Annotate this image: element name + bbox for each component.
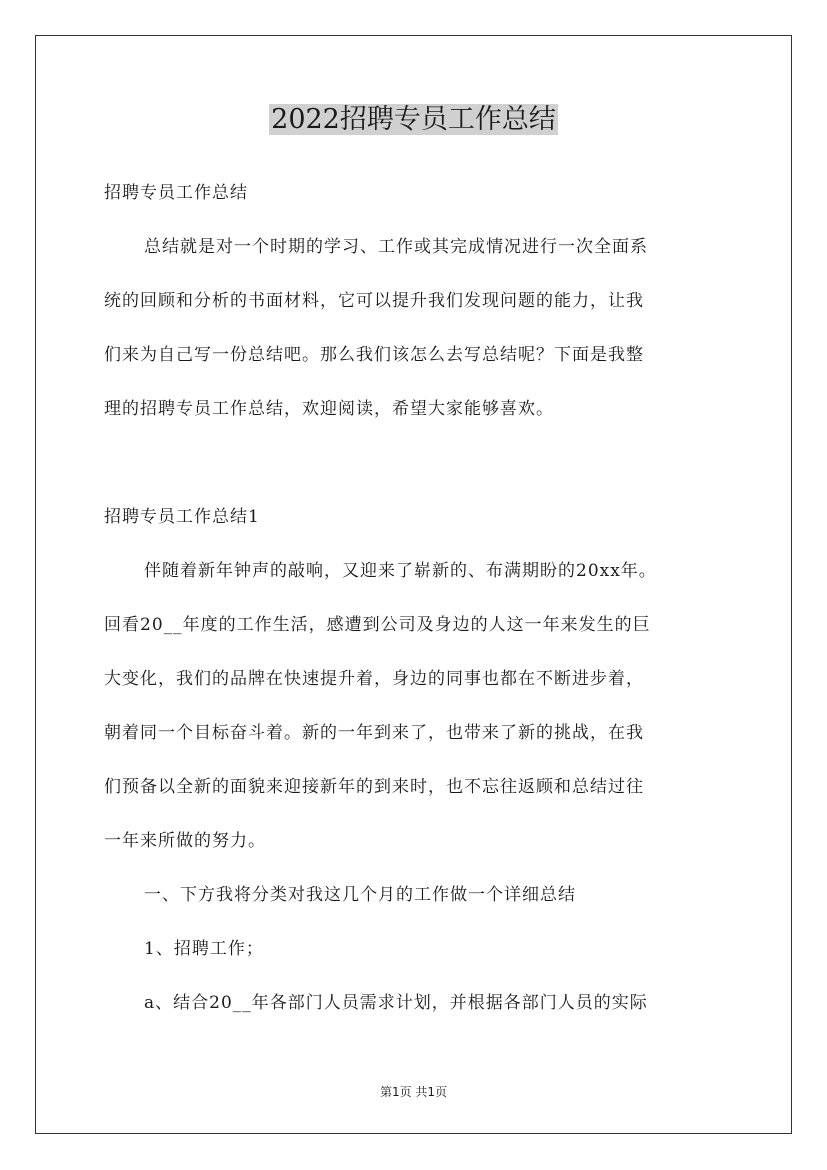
document-title — [0, 100, 827, 140]
intro-line: 们来为自己写一份总结吧。那么我们该怎么去写总结呢？下面是我整 — [104, 345, 644, 365]
intro-line: 理的招聘专员工作总结，欢迎阅读，希望大家能够喜欢。 — [104, 399, 554, 419]
intro-line: 总结就是对一个时期的学习、工作或其完成情况进行一次全面系 — [144, 237, 648, 257]
section-line: 朝着同一个目标奋斗着。新的一年到来了，也带来了新的挑战，在我 — [104, 723, 644, 743]
list-item-a: a、结合20__年各部门人员需求计划，并根据各部门人员的实际 — [144, 993, 648, 1013]
document-subtitle: 招聘专员工作总结 — [104, 183, 248, 203]
document-title-text: 2022招聘专员工作总结 — [271, 104, 556, 135]
page-footer: 第1页 共1页 — [379, 1085, 448, 1099]
section-heading: 招聘专员工作总结1 — [104, 507, 260, 527]
section-line: 们预备以全新的面貌来迎接新年的到来时，也不忘往返顾和总结过往 — [104, 777, 644, 797]
document-body — [104, 173, 744, 1037]
section-line: 一年来所做的努力。 — [104, 831, 266, 851]
section-line: 伴随着新年钟声的敲响，又迎来了崭新的、布满期盼的20xx年。 — [144, 561, 657, 581]
list-heading: 一、下方我将分类对我这几个月的工作做一个详细总结 — [144, 885, 576, 905]
list-item-1: 1、招聘工作； — [144, 939, 264, 959]
section-line: 大变化，我们的品牌在快速提升着，身边的同事也都在不断进步着， — [104, 669, 644, 689]
intro-line: 统的回顾和分析的书面材料，它可以提升我们发现问题的能力，让我 — [104, 291, 644, 311]
section-line: 回看20__年度的工作生活，感遭到公司及身边的人这一年来发生的巨 — [104, 615, 651, 635]
paragraph-spacer — [104, 443, 744, 497]
